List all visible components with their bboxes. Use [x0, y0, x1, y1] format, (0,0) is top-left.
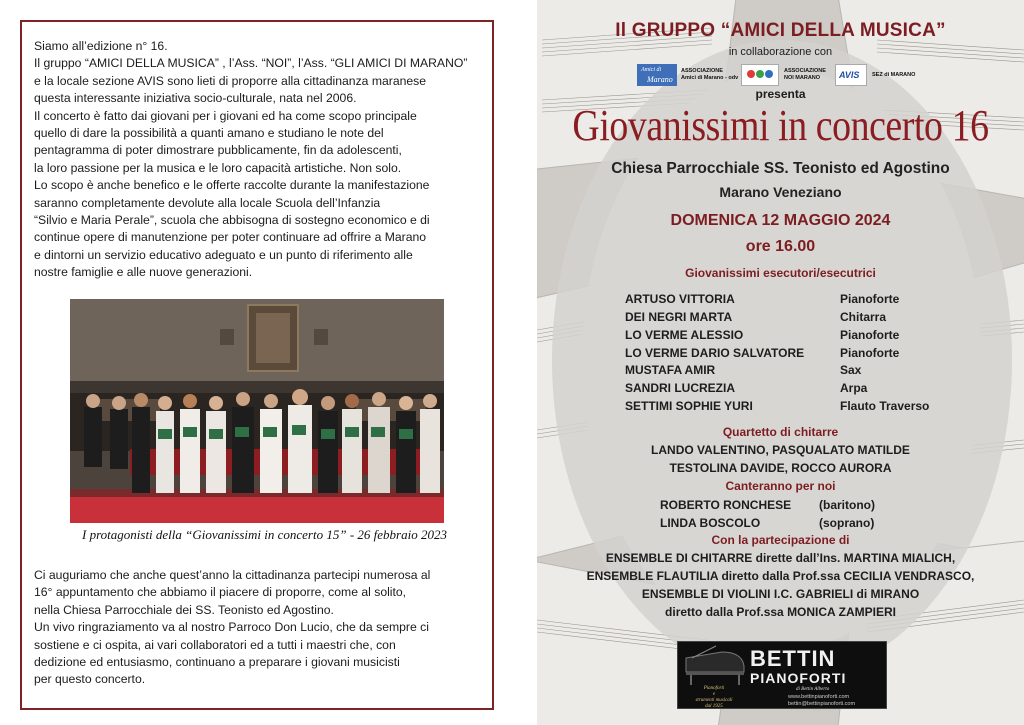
event-date: DOMENICA 12 MAGGIO 2024	[670, 212, 891, 229]
sponsor-brand: BETTIN	[750, 646, 836, 671]
amici-marano-logo	[637, 64, 677, 86]
singers-heading: Canteranno per noi	[725, 479, 836, 493]
venue-town: Marano Veneziano	[719, 184, 842, 200]
noi-caption-line-2: NOI MARANO	[784, 74, 821, 81]
text-line: sostiene e ci ospita, ai vari collaboratori ed a tutti i maestri che, con	[34, 637, 396, 652]
venue-church: Chiesa Parrocchiale SS. Teonisto ed Agostino	[611, 160, 950, 177]
quartet-members-line: TESTOLINA DAVIDE, ROCCO AURORA	[669, 461, 892, 475]
ensemble-line: ENSEMBLE FLAUTILIA diretto dalla Prof.ssa CECILIA VENDRASCO,	[586, 569, 975, 583]
sponsor-owner: di Bettin Alberto	[796, 687, 830, 692]
text-line: per questo concerto.	[34, 672, 146, 687]
amici-logo-text-bottom: Marano	[647, 75, 673, 84]
sponsor-tagline-line: strumenti musicali	[695, 698, 733, 703]
grand-piano-icon	[682, 644, 748, 686]
partner-logos	[637, 64, 927, 88]
performer-name: SANDRI LUCREZIA	[625, 381, 735, 395]
avis-logo	[835, 64, 867, 86]
performer-name: LO VERME DARIO SALVATORE	[625, 346, 805, 360]
text-line: Ci auguriamo che anche quest’anno la cittadinanza partecipi numerosa al	[34, 568, 431, 582]
text-line: questa interessante iniziativa socio-culturale, nata nel 2006.	[34, 91, 357, 106]
photo-caption: I protagonisti della “Giovanissimi in concerto 15” - 26 febbraio 2023	[82, 527, 447, 542]
sponsor-tagline-line: Pianoforti	[703, 686, 725, 691]
text-line: quello di dare la possibilità a quanti amano e studiano le note del	[34, 126, 384, 141]
performer-name: ARTUSO VITTORIA	[625, 292, 735, 306]
text-line: pentagramma di poter dimostrare pubblicamente, fin da adolescenti,	[34, 143, 402, 158]
text-line: Il gruppo “AMICI DELLA MUSICA” , l’Ass. “NOI”, l’Ass. “GLI AMICI DI MARANO”	[34, 56, 468, 71]
sponsor-tagline-line: dal 1925	[705, 704, 723, 709]
noi-caption	[784, 68, 826, 81]
noi-caption-line-1: ASSOCIAZIONE	[784, 68, 826, 74]
performer-name: SETTIMI SOPHIE YURI	[625, 399, 753, 413]
noi-logo-dot-blue	[765, 70, 773, 78]
avis-caption: SEZ di MARANO	[872, 72, 916, 78]
performer-instrument: Sax	[840, 363, 862, 377]
right-page-poster	[537, 0, 1024, 725]
amici-caption-line-1: ASSOCIAZIONE	[681, 68, 723, 74]
singer-role: (baritono)	[819, 498, 875, 512]
amici-caption	[681, 68, 738, 81]
performer-instrument: Arpa	[840, 381, 868, 395]
avis-logo-mark: AVIS	[839, 70, 860, 80]
noi-logo-dot-green	[756, 70, 764, 78]
group-photo	[70, 299, 444, 523]
organizer-title: Il GRUPPO “AMICI DELLA MUSICA”	[615, 20, 946, 41]
ensemble-line: ENSEMBLE DI VIOLINI I.C. GABRIELI di MIRANO	[641, 587, 920, 601]
singer-role: (soprano)	[819, 516, 875, 530]
text-line: saranno completamente devolute alla locale Scuola dell’Infanzia	[34, 195, 381, 210]
text-line: “Silvio e Maria Perale”, scuola che abbisogna di sostegno economico e di	[34, 213, 430, 228]
amici-caption-line-2: Amici di Marano - odv	[681, 74, 739, 81]
text-line: Il concerto è fatto dai giovani per i giovani ed ha come scopo principale	[34, 108, 417, 123]
sponsor-tagline-line: e	[712, 692, 716, 697]
collaboration-line: in collaborazione con	[728, 46, 833, 58]
text-line: dedizione ed entusiasmo, continuano a preparare i giovani musicisti	[34, 655, 400, 670]
singer-name: LINDA BOSCOLO	[660, 516, 761, 530]
text-line: continue opere di manutenzione per poter continuare ad offrire a Marano	[34, 230, 427, 245]
performer-instrument: Pianoforte	[840, 292, 900, 306]
text-line: e la locale sezione AVIS sono lieti di proporre alla cittadinanza maranese	[34, 73, 427, 88]
performer-instrument: Pianoforte	[840, 346, 900, 360]
performer-instrument: Pianoforte	[840, 328, 900, 342]
group-photo-illustration	[70, 299, 444, 523]
singer-name: ROBERTO RONCHESE	[660, 498, 792, 512]
text-line: nostre famiglie e alle nuove generazioni.	[34, 265, 253, 280]
noi-marano-logo	[741, 64, 779, 86]
performer-name: DEI NEGRI MARTA	[625, 310, 733, 324]
performer-name: MUSTAFA AMIR	[625, 363, 716, 377]
text-line: 16° appuntamento che abbiamo il piacere di proporre, come al solito,	[34, 585, 407, 600]
performer-instrument: Chitarra	[840, 310, 887, 324]
participation-heading: Con la partecipazione di	[711, 533, 850, 547]
sponsor-tagline	[682, 686, 746, 710]
performers-heading: Giovanissimi esecutori/esecutrici	[685, 266, 876, 280]
performer-name: LO VERME ALESSIO	[625, 328, 744, 342]
sponsor-badge	[677, 641, 887, 709]
sponsor-email: bettin@bettinpianoforti.com	[788, 701, 856, 707]
event-title: Giovanissimi in concerto 16	[572, 101, 989, 150]
ensemble-line: diretto dalla Prof.ssa MONICA ZAMPIERI	[665, 605, 896, 619]
noi-logo-dot-red	[747, 70, 755, 78]
text-line: Siamo all’edizione n° 16.	[34, 39, 168, 53]
text-line: Lo scopo è anche benefico e le offerte raccolte durante la manifestazione	[34, 178, 430, 193]
outro-text	[34, 567, 430, 689]
quartet-heading: Quartetto di chitarre	[722, 425, 839, 439]
presents-label: presenta	[755, 87, 806, 101]
sponsor-website: www.bettinpianoforti.com	[788, 694, 850, 700]
ensemble-line: ENSEMBLE DI CHITARRE dirette dall’Ins. MARTINA MIALICH,	[605, 551, 956, 565]
text-line: Un vivo ringraziamento va al nostro Parroco Don Lucio, che da sempre ci	[34, 620, 429, 635]
amici-logo-text-top: Amici di	[641, 67, 662, 73]
intro-text	[34, 38, 467, 282]
event-time: ore 16.00	[745, 238, 816, 255]
text-line: la loro passione per la musica e le loro capacità artistiche. Non solo.	[34, 160, 402, 175]
sponsor-subtitle: PIANOFORTI	[750, 670, 847, 686]
text-line: e dintorni un servizio educativo adeguato e un punto di riferimento alle	[34, 247, 413, 262]
text-line: nella Chiesa Parrocchiale dei SS. Teonisto ed Agostino.	[34, 602, 334, 617]
performer-instrument: Flauto Traverso	[840, 399, 930, 413]
quartet-members-line: LANDO VALENTINO, PASQUALATO MATILDE	[651, 443, 910, 457]
